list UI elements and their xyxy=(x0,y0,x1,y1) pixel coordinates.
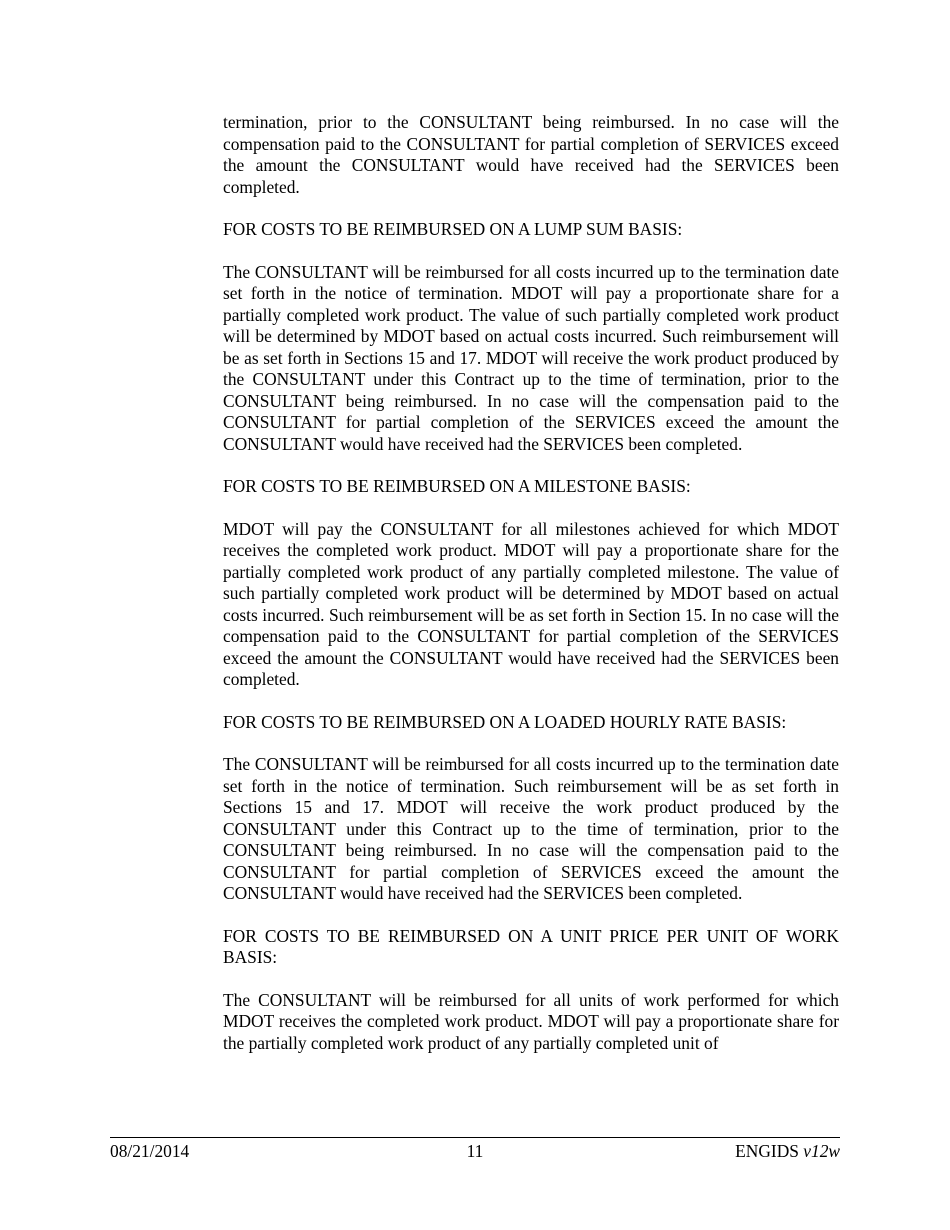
paragraph-termination-continuation: termination, prior to the CONSULTANT being reimbursed. In no case will the compensation paid to the CONSULTANT for partial completion of SERVICES exceed the amount the CONSULTANT would have received had the SERVICES been completed. xyxy=(223,112,839,197)
heading-lump-sum-basis: FOR COSTS TO BE REIMBURSED ON A LUMP SUM BASIS: xyxy=(223,219,683,239)
heading-unit-price-basis: FOR COSTS TO BE REIMBURSED ON A UNIT PRICE PER UNIT OF WORK BASIS: xyxy=(223,925,839,967)
footer-version-prefix: ENGIDS xyxy=(735,1141,804,1161)
heading-loaded-hourly-rate-basis: FOR COSTS TO BE REIMBURSED ON A LOADED HOURLY RATE BASIS: xyxy=(223,711,787,732)
heading-milestone-basis: FOR COSTS TO BE REIMBURSED ON A MILESTONE BASIS: xyxy=(223,476,691,496)
footer-document-version xyxy=(735,1140,840,1162)
footer-date: 08/21/2014 xyxy=(110,1141,190,1161)
footer-version-code: v12w xyxy=(803,1141,840,1161)
footer-divider xyxy=(110,1137,840,1138)
paragraph-milestone-basis: MDOT will pay the CONSULTANT for all milestones achieved for which MDOT receives the completed work product. MDOT will pay a proportionate share for the partially completed work product of any partially completed milestone. The value of such partially completed work product will be determined by MDOT based on actual costs incurred. Such reimbursement will be as set forth in Section 15. In no case will the compensation paid to the CONSULTANT for partial completion of the SERVICES exceed the amount the CONSULTANT would have received had the SERVICES been completed. xyxy=(223,518,839,689)
footer-page-number: 11 xyxy=(466,1141,484,1161)
paragraph-unit-price-basis: The CONSULTANT will be reimbursed for all units of work performed for which MDOT receives the completed work product. MDOT will pay a proportionate share for the partially completed work product of any partially completed unit of xyxy=(223,989,839,1053)
page-body xyxy=(223,112,839,1075)
paragraph-lump-sum-basis: The CONSULTANT will be reimbursed for all costs incurred up to the termination date set forth in the notice of termination. MDOT will pay a proportionate share for a partially completed work product. The value of such partially completed work product will be determined by MDOT based on actual costs incurred. Such reimbursement will be as set forth in Sections 15 and 17. MDOT will receive the work product produced by the CONSULTANT under this Contract up to the time of termination, prior to the CONSULTANT being reimbursed. In no case will the compensation paid to the CONSULTANT for partial completion of the SERVICES exceed the amount the CONSULTANT would have received had the SERVICES been completed. xyxy=(223,261,839,454)
paragraph-loaded-hourly-rate-basis: The CONSULTANT will be reimbursed for all costs incurred up to the termination date set forth in the notice of termination. Such reimbursement will be as set forth in Sections 15 and 17. MDOT will receive the work product produced by the CONSULTANT under this Contract up to the time of termination, prior to the CONSULTANT being reimbursed. In no case will the compensation paid to the CONSULTANT for partial completion of SERVICES exceed the amount the CONSULTANT would have received had the SERVICES been completed. xyxy=(223,754,839,903)
